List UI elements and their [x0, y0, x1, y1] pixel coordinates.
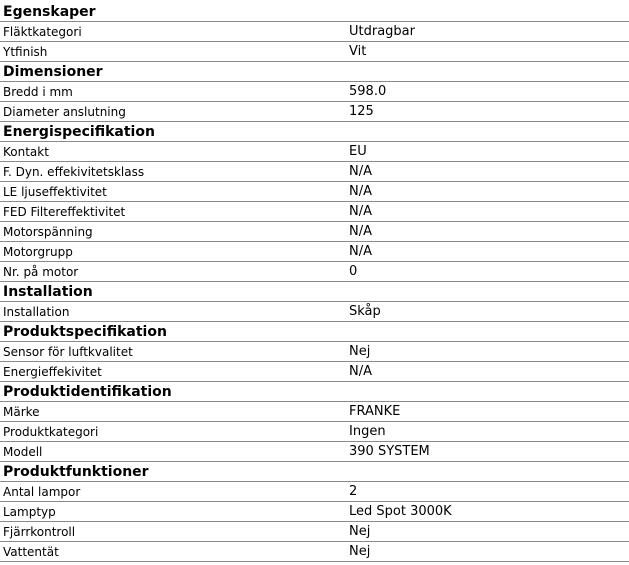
spec-value: 2 [349, 484, 358, 499]
spec-value: Nej [349, 544, 371, 559]
spec-value: N/A [349, 224, 372, 239]
spec-row [0, 402, 629, 422]
spec-row [0, 542, 629, 562]
spec-value: EU [349, 144, 367, 159]
spec-value: N/A [349, 244, 372, 259]
spec-row [0, 142, 629, 162]
spec-value: 390 SYSTEM [349, 444, 430, 459]
section-title: Installation [3, 284, 93, 300]
spec-row [0, 342, 629, 362]
spec-row [0, 222, 629, 242]
spec-label: Fjärrkontroll [3, 525, 76, 539]
spec-label: Bredd i mm [3, 85, 73, 99]
section-title: Produktidentifikation [3, 384, 172, 400]
spec-label: Vattentät [3, 545, 59, 559]
spec-value: Skåp [349, 304, 381, 319]
spec-row [0, 522, 629, 542]
spec-row [0, 42, 629, 62]
spec-value: 0 [349, 264, 358, 279]
section-title: Produktfunktioner [3, 464, 149, 480]
spec-value: Nej [349, 344, 371, 359]
spec-label: Diameter anslutning [3, 105, 126, 119]
spec-row [0, 502, 629, 522]
spec-label: Energieffekivitet [3, 365, 102, 379]
spec-value: Nej [349, 524, 371, 539]
spec-label: Märke [3, 405, 40, 419]
spec-label: Produktkategori [3, 425, 99, 439]
spec-row [0, 182, 629, 202]
section-header [0, 382, 629, 402]
spec-label: Motorgrupp [3, 245, 73, 259]
spec-label: Kontakt [3, 145, 49, 159]
spec-row [0, 482, 629, 502]
spec-label: F. Dyn. effekivitetsklass [3, 165, 145, 179]
spec-row [0, 102, 629, 122]
spec-label: FED Filtereffektivitet [3, 205, 126, 219]
spec-row [0, 242, 629, 262]
spec-label: Fläktkategori [3, 25, 82, 39]
section-header [0, 122, 629, 142]
section-title: Egenskaper [3, 4, 96, 20]
spec-value: Led Spot 3000K [349, 504, 452, 519]
spec-value: Utdragbar [349, 24, 415, 39]
spec-row [0, 202, 629, 222]
spec-value: 598.0 [349, 84, 387, 99]
spec-row [0, 262, 629, 282]
spec-value: FRANKE [349, 404, 401, 419]
spec-label: Antal lampor [3, 485, 81, 499]
spec-row [0, 362, 629, 382]
spec-row [0, 302, 629, 322]
spec-label: Motorspänning [3, 225, 93, 239]
spec-label: LE ljuseffektivitet [3, 185, 107, 199]
section-title: Energispecifikation [3, 124, 155, 140]
spec-label: Nr. på motor [3, 265, 79, 279]
section-title: Dimensioner [3, 64, 103, 80]
spec-label: Installation [3, 305, 70, 319]
spec-row [0, 422, 629, 442]
spec-row [0, 82, 629, 102]
spec-row [0, 162, 629, 182]
spec-label: Ytfinish [3, 45, 48, 59]
spec-row [0, 22, 629, 42]
section-header [0, 62, 629, 82]
spec-row [0, 442, 629, 462]
section-header [0, 282, 629, 302]
section-header [0, 322, 629, 342]
spec-value: N/A [349, 184, 372, 199]
spec-label: Lamptyp [3, 505, 56, 519]
spec-value: N/A [349, 364, 372, 379]
spec-label: Modell [3, 445, 43, 459]
spec-value: 125 [349, 104, 374, 119]
spec-value: N/A [349, 164, 372, 179]
spec-label: Sensor för luftkvalitet [3, 345, 133, 359]
section-header [0, 462, 629, 482]
spec-value: Ingen [349, 424, 386, 439]
spec-value: N/A [349, 204, 372, 219]
spec-value: Vit [349, 44, 367, 59]
section-header [0, 2, 629, 22]
section-title: Produktspecifikation [3, 324, 167, 340]
